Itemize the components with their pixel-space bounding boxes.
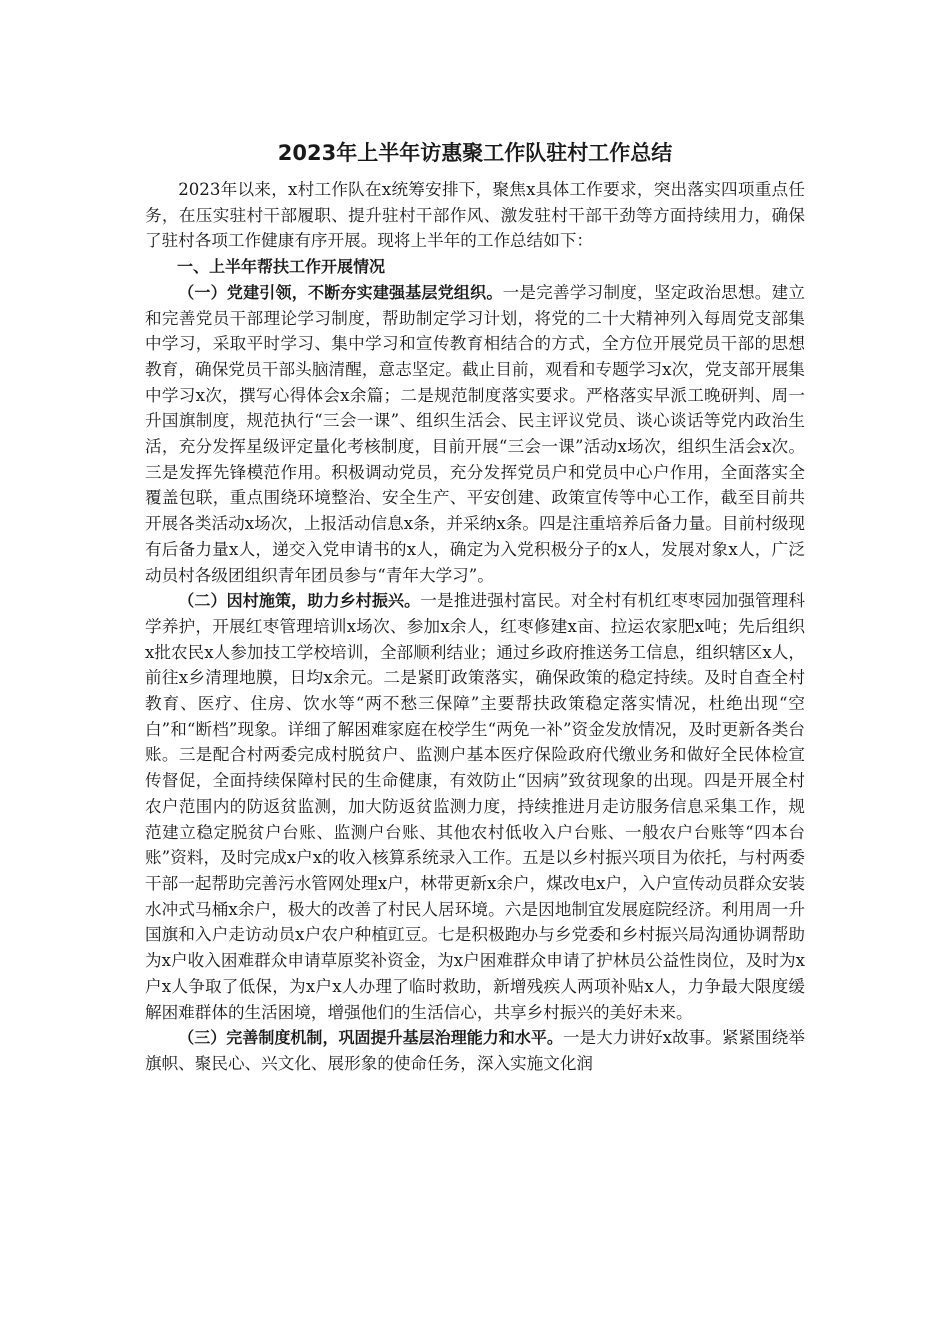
paragraph-lead: （二）因村施策，助力乡村振兴。 (178, 591, 421, 611)
paragraph-lead: （三）完善制度机制，巩固提升基层治理能力和水平。 (178, 1028, 563, 1048)
section-heading: 一、上半年帮扶工作开展情况 (177, 257, 386, 277)
document-title: 2023年上半年访惠聚工作队驻村工作总结 (277, 141, 673, 165)
paragraph-text: 一是推进强村富民。对全村有机红枣枣园加强管理科学养护，开展红枣管理培训x场次、参加x余人，红枣修建x亩、拉运农家肥x吨；先后组织x批农民x人参加技工学校培训，全部顺利结业；通过乡政府推送务工信息，组织辖区x人，前往x乡清理地膜，日均x余元。二是紧盯政策落实，确保政策的稳定持续。及时自查全村教育、医疗、住房、饮水等“两不愁三保障”主要帮扶政策稳定落实情况，杜绝出现“空白”和“断档”现象。详细了解困难家庭在校学生“两免一补”资金发放情况，及时更新各类台账。三是配合村两委完成村脱贫户、监测户基本医疗保险政府代缴业务和做好全民体检宣传督促，全面持续保障村民的生命健康，有效防止“因病”致贫现象的出现。四是开展全村农户范围内的防返贫监测，加大防返贫监测力度，持续推进月走访服务信息采集工作，规范建立稳定脱贫户台账、监测户台账、其他农村低收入户台账、一般农户台账等“四本台账”资料，及时完成x户x的收入核算系统录入工作。五是以乡村振兴项目为依托，与村两委干部一起帮助完善污水管网处理x户，林带更新x余户，煤改电x户，入户宣传动员群众安装水冲式马桶x余户，极大的改善了村民人居环境。六是因地制宜发展庭院经济。利用周一升国旗和入户走访动员x户农户种植豇豆。七是积极跑办与乡党委和乡村振兴局沟通协调帮助为x户收入困难群众申请草原奖补资金，为x户困难群众申请了护林员公益性岗位，及时为x户x人争取了低保，为x户x人办理了临时救助，新增残疾人两项补贴x人，力争最大限度缓解困难群体的生活困境，增强他们的生活信心，共享乡村振兴的美好未来。 (145, 591, 805, 1022)
paragraph-lead: （一）党建引领，不断夯实建强基层党组织。 (178, 282, 503, 302)
document-body (145, 177, 805, 1077)
paragraph-text: 一是大力讲好x故事。紧紧围绕举旗帜、聚民心、兴文化、展形象的使命任务，深入实施文化润 (145, 1028, 805, 1073)
paragraph-party-building (145, 280, 805, 588)
paragraph-governance (145, 1025, 805, 1076)
paragraph-rural-revitalization (145, 588, 805, 1025)
paragraph-text: 一是完善学习制度，坚定政治思想。建立和完善党员干部理论学习制度，帮助制定学习计划，将党的二十大精神列入每周党支部集中学习，采取平时学习、集中学习和宣传教育相结合的方式，全方位开展党员干部的思想教育，确保党员干部头脑清醒，意志坚定。截止目前，观看和专题学习x次，党支部开展集中学习x次，撰写心得体会x余篇；二是规范制度落实要求。严格落实早派工晚研判、周一升国旗制度，规范执行“三会一课”、组织生活会、民主评议党员、谈心谈话等党内政治生活，充分发挥星级评定量化考核制度，目前开展“三会一课”活动x场次，组织生活会x次。三是发挥先锋模范作用。积极调动党员，充分发挥党员户和党员中心户作用，全面落实全覆盖包联，重点围绕环境整治、安全生产、平安创建、政策宣传等中心工作，截至目前共开展各类活动x场次，上报活动信息x条，并采纳x条。四是注重培养后备力量。目前村级现有后备力量x人，递交入党申请书的x人，确定为入党积极分子的x人，发展对象x人，广泛动员村各级团组织青年团员参与“青年大学习”。 (145, 282, 805, 585)
intro-paragraph: 2023年以来，x村工作队在x统筹安排下，聚焦x具体工作要求，突出落实四项重点任务，在压实驻村干部履职、提升驻村干部作风、激发驻村干部干劲等方面持续用力，确保了驻村各项工作健康有序开展。现将上半年的工作总结如下： (145, 180, 805, 251)
